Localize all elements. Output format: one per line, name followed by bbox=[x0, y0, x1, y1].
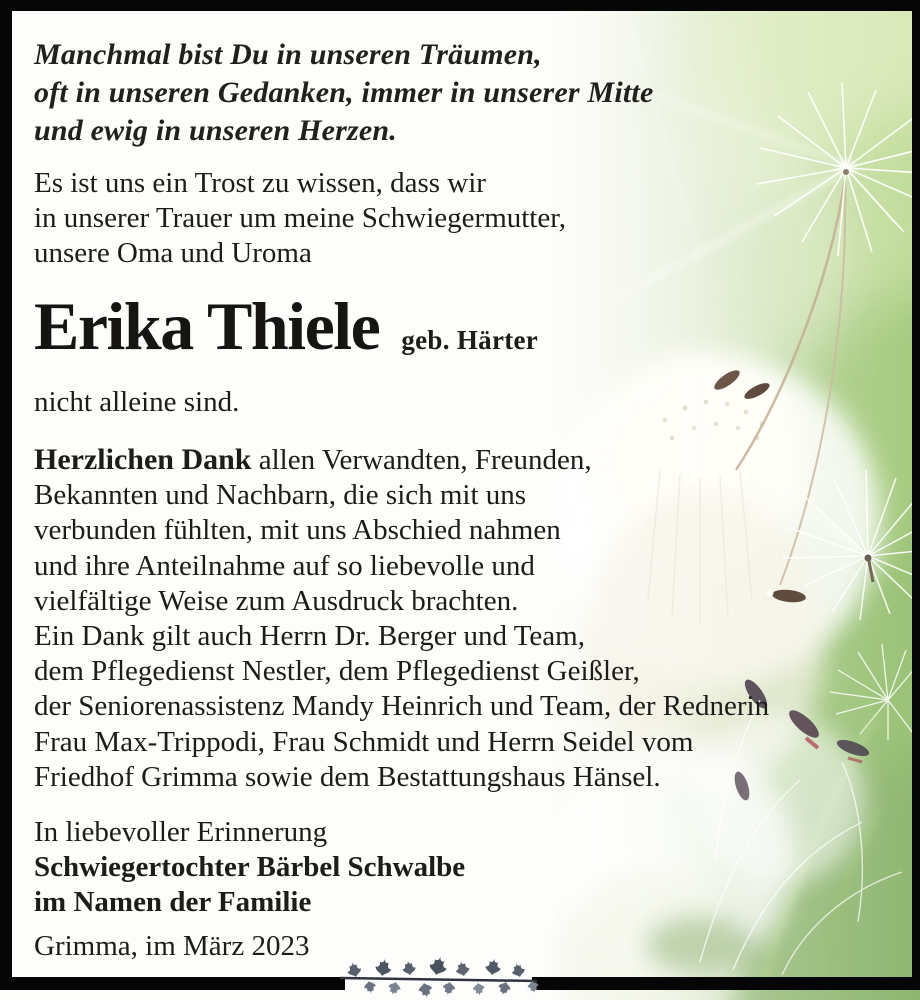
thanks-line: Friedhof Grimma sowie dem Bestattungshaus Hänsel. bbox=[34, 760, 661, 793]
closing-line: Schwiegertochter Bärbel Schwalbe bbox=[34, 851, 466, 883]
closing-line: im Namen der Familie bbox=[34, 886, 312, 918]
deceased-name-row bbox=[34, 288, 538, 364]
thanks-paragraph bbox=[34, 442, 769, 795]
intro-paragraph bbox=[34, 166, 566, 271]
frame-border-bottom-right bbox=[532, 977, 920, 990]
frame-border-right bbox=[912, 0, 920, 990]
thanks-line: Bekannten und Nachbarn, die sich mit uns bbox=[34, 479, 527, 512]
closing-line: In liebevoller Erinnerung bbox=[34, 816, 328, 848]
thanks-line bbox=[34, 442, 769, 478]
thanks-line: dem Pflegedienst Nestler, dem Pflegedienst Geißler, bbox=[34, 655, 640, 688]
ornament-leaves bbox=[345, 953, 540, 998]
thanks-line: der Seniorenassistenz Mandy Heinrich und Team, der Rednerin bbox=[34, 690, 770, 723]
frame-border-top bbox=[0, 0, 920, 11]
maiden-name: geb. Härter bbox=[401, 325, 539, 355]
after-name-line: nicht alleine sind. bbox=[34, 386, 240, 418]
place-date-line: Grimma, im März 2023 bbox=[34, 930, 310, 962]
frame-border-left bbox=[0, 0, 12, 990]
verse-line: oft in unseren Gedanken, immer in unserer Mitte bbox=[34, 76, 654, 109]
thanks-line: Ein Dank gilt auch Herrn Dr. Berger und Team, bbox=[34, 620, 585, 653]
closing-block bbox=[34, 815, 465, 920]
thanks-line: verbunden fühlten, mit uns Abschied nahmen bbox=[34, 514, 561, 547]
frame-border-bottom-left bbox=[0, 977, 345, 990]
floral-ornament bbox=[336, 950, 541, 998]
intro-line: Es ist uns ein Trost zu wissen, dass wir bbox=[34, 167, 486, 199]
thanks-line: vielfältige Weise zum Ausdruck brachten. bbox=[34, 584, 519, 617]
deceased-name: Erika Thiele bbox=[34, 288, 380, 364]
intro-line: unsere Oma und Uroma bbox=[34, 237, 312, 269]
memorial-verse bbox=[34, 36, 653, 150]
thanks-lead-rest: allen Verwandten, Freunden, bbox=[251, 444, 592, 476]
thanks-lead: Herzlichen Dank bbox=[34, 443, 252, 476]
verse-line: und ewig in unseren Herzen. bbox=[34, 114, 397, 147]
thanks-line: Frau Max-Trippodi, Frau Schmidt und Herrn Seidel vom bbox=[34, 725, 694, 758]
thanks-line: und ihre Anteilnahme auf so liebevolle und bbox=[34, 549, 535, 582]
intro-line: in unserer Trauer um meine Schwiegermutter, bbox=[34, 202, 566, 234]
verse-line: Manchmal bist Du in unseren Träumen, bbox=[34, 38, 542, 71]
